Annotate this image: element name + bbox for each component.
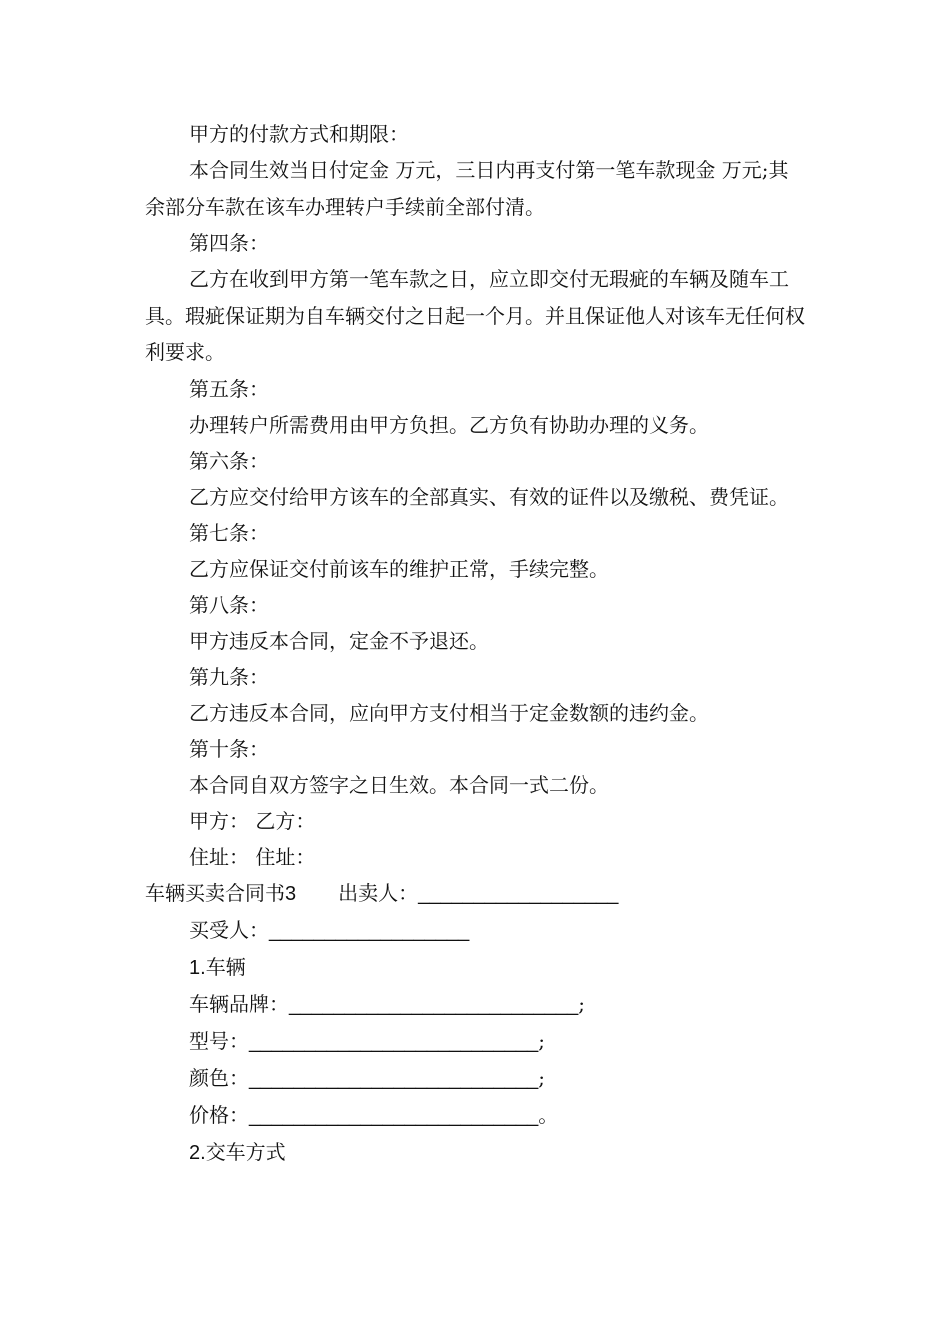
article-4-body: 乙方在收到甲方第一笔车款之日，应立即交付无瑕疵的车辆及随车工具。瑕疵保证期为自车辆交付之日起一个月。并且保证他人对该车无任何权利要求。 <box>145 267 805 364</box>
buyer-label: 买受人： <box>189 918 269 942</box>
article-6-body: 乙方应交付给甲方该车的全部真实、有效的证件以及缴税、费凭证。 <box>189 484 789 509</box>
contract-3-title-line <box>145 875 805 912</box>
article-10-heading: 第十条： <box>189 737 269 761</box>
price-blank: __________________________ <box>249 1105 539 1127</box>
article-5-heading: 第五条： <box>189 376 269 401</box>
section-1-number: 1. <box>189 957 206 979</box>
section-2-heading <box>145 1134 805 1171</box>
section-2-title: 交车方式 <box>205 1140 286 1164</box>
article-7-heading: 第七条： <box>189 521 269 545</box>
article-7-body: 乙方应保证交付前该车的维护正常，手续完整。 <box>189 557 609 581</box>
model-blank: __________________________ <box>249 1031 539 1053</box>
seller-label: 出卖人： <box>338 881 419 905</box>
payment-terms-heading: 甲方的付款方式和期限： <box>189 122 409 146</box>
price-line <box>145 1097 805 1134</box>
brand-end: ; <box>578 992 585 1016</box>
article-4-heading: 第四条： <box>189 231 269 255</box>
party-address-line: 住址： 住址： <box>189 845 316 869</box>
seller-blank: __________________ <box>418 883 619 905</box>
brand-label: 车辆品牌： <box>189 992 289 1016</box>
price-end: 。 <box>538 1103 559 1127</box>
article-8-heading: 第八条： <box>189 593 269 617</box>
section-2-number: 2. <box>189 1142 206 1164</box>
party-names-line: 甲方： 乙方： <box>189 809 316 833</box>
buyer-blank: __________________ <box>269 920 470 942</box>
article-6-heading: 第六条： <box>189 448 269 473</box>
payment-terms-body: 本合同生效当日付定金 万元，三日内再支付第一笔车款现金 万元;其余部分车款在该车办理转户手续前全部付清。 <box>145 158 789 219</box>
contract-3-number: 3 <box>285 883 297 905</box>
brand-line <box>145 986 805 1023</box>
buyer-line <box>145 912 805 949</box>
document-page <box>145 116 805 1171</box>
model-label: 型号： <box>189 1029 249 1053</box>
price-label: 价格： <box>189 1103 249 1127</box>
color-end: ; <box>538 1066 545 1090</box>
article-5-body: 办理转户所需费用由甲方负担。乙方负有协助办理的义务。 <box>189 412 709 437</box>
article-9-heading: 第九条： <box>189 665 269 689</box>
article-9-body: 乙方违反本合同，应向甲方支付相当于定金数额的违约金。 <box>189 701 709 725</box>
contract-3-title: 车辆买卖合同书 <box>145 881 285 905</box>
color-label: 颜色： <box>189 1066 249 1090</box>
article-8-body: 甲方违反本合同，定金不予退还。 <box>189 629 489 653</box>
model-end: ; <box>538 1029 545 1053</box>
color-blank: __________________________ <box>249 1068 539 1090</box>
color-line <box>145 1060 805 1097</box>
article-10-body: 本合同自双方签字之日生效。本合同一式二份。 <box>189 773 609 797</box>
model-line <box>145 1023 805 1060</box>
section-1-heading <box>145 949 805 986</box>
section-1-title: 车辆 <box>205 955 246 979</box>
brand-blank: __________________________ <box>289 994 579 1016</box>
